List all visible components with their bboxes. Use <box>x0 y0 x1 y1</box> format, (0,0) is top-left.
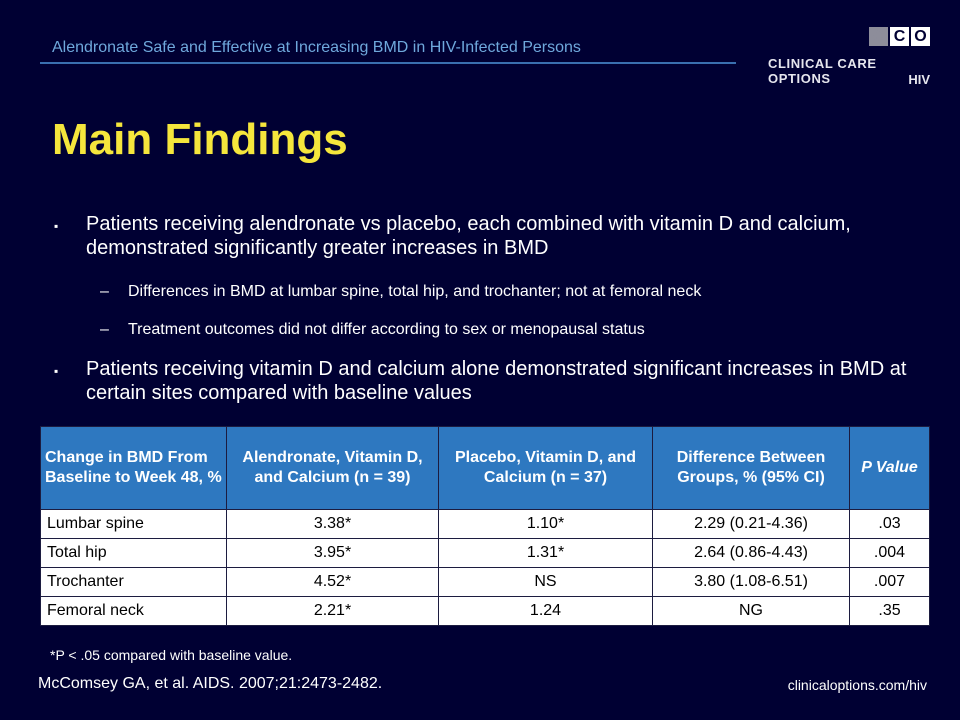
table-cell: 2.29 (0.21-4.36) <box>653 510 850 539</box>
table-cell: 1.24 <box>439 597 653 626</box>
column-header: Placebo, Vitamin D, and Calcium (n = 37) <box>439 427 653 510</box>
column-header: P Value <box>850 427 930 510</box>
sub-bullet-item <box>52 320 912 340</box>
bullet-text: Patients receiving alendronate vs placebo, each combined with vitamin D and calcium, demonstrated significantly greater increases in BMD <box>86 213 851 259</box>
header-title: Alendronate Safe and Effective at Increasing BMD in HIV-Infected Persons <box>52 39 581 56</box>
logo-text-line1: CLINICAL CARE OPTIONS <box>768 56 877 86</box>
table-row <box>41 510 930 539</box>
table-cell: 4.52* <box>227 568 439 597</box>
header-divider <box>40 62 736 64</box>
bmd-results-table <box>40 426 930 626</box>
logo-box-3: O <box>911 27 930 46</box>
column-header: Difference Between Groups, % (95% CI) <box>653 427 850 510</box>
table-cell: Femoral neck <box>41 597 227 626</box>
table-cell: NG <box>653 597 850 626</box>
table-cell: Trochanter <box>41 568 227 597</box>
bullet-item <box>52 357 912 405</box>
logo-text-line2: HIV <box>908 72 930 87</box>
table-row <box>41 597 930 626</box>
bullet-list <box>52 212 912 405</box>
citation: McComsey GA, et al. AIDS. 2007;21:2473-2482. <box>38 675 383 692</box>
table-cell: 1.31* <box>439 539 653 568</box>
logo-box-2: C <box>890 27 909 46</box>
table-cell: 2.21* <box>227 597 439 626</box>
table-cell: Total hip <box>41 539 227 568</box>
table-cell: 2.64 (0.86-4.43) <box>653 539 850 568</box>
table-cell: .03 <box>850 510 930 539</box>
table-cell: 1.10* <box>439 510 653 539</box>
column-header: Alendronate, Vitamin D, and Calcium (n = 39) <box>227 427 439 510</box>
sub-bullet-item <box>52 282 912 302</box>
bullet-text: Patients receiving vitamin D and calcium alone demonstrated significant increases in BMD at certain sites compared with baseline values <box>86 358 907 404</box>
logo-letter-boxes <box>867 27 930 46</box>
table-cell: Lumbar spine <box>41 510 227 539</box>
column-header: Change in BMD From Baseline to Week 48, % <box>41 427 227 510</box>
table-cell: .007 <box>850 568 930 597</box>
table-cell: .35 <box>850 597 930 626</box>
table-cell: 3.80 (1.08-6.51) <box>653 568 850 597</box>
table-footnote: *P < .05 compared with baseline value. <box>50 647 293 663</box>
sub-bullet-text: Treatment outcomes did not differ according to sex or menopausal status <box>128 321 645 338</box>
sub-bullet-text: Differences in BMD at lumbar spine, total hip, and trochanter; not at femoral neck <box>128 283 702 300</box>
dash-marker-icon: – <box>100 283 109 300</box>
bullet-marker-icon: ▪ <box>54 364 59 378</box>
table-cell: 3.95* <box>227 539 439 568</box>
table-row <box>41 568 930 597</box>
table-row <box>41 539 930 568</box>
source-url: clinicaloptions.com/hiv <box>787 677 927 693</box>
slide-title: Main Findings <box>52 115 348 164</box>
table-cell: 3.38* <box>227 510 439 539</box>
table-cell: NS <box>439 568 653 597</box>
clinical-care-options-logo <box>768 27 932 97</box>
table-header-row <box>41 427 930 510</box>
bullet-item <box>52 212 912 260</box>
bullet-marker-icon: ▪ <box>54 219 59 233</box>
table-cell: .004 <box>850 539 930 568</box>
logo-box-1: C <box>869 27 888 46</box>
dash-marker-icon: – <box>100 321 109 338</box>
